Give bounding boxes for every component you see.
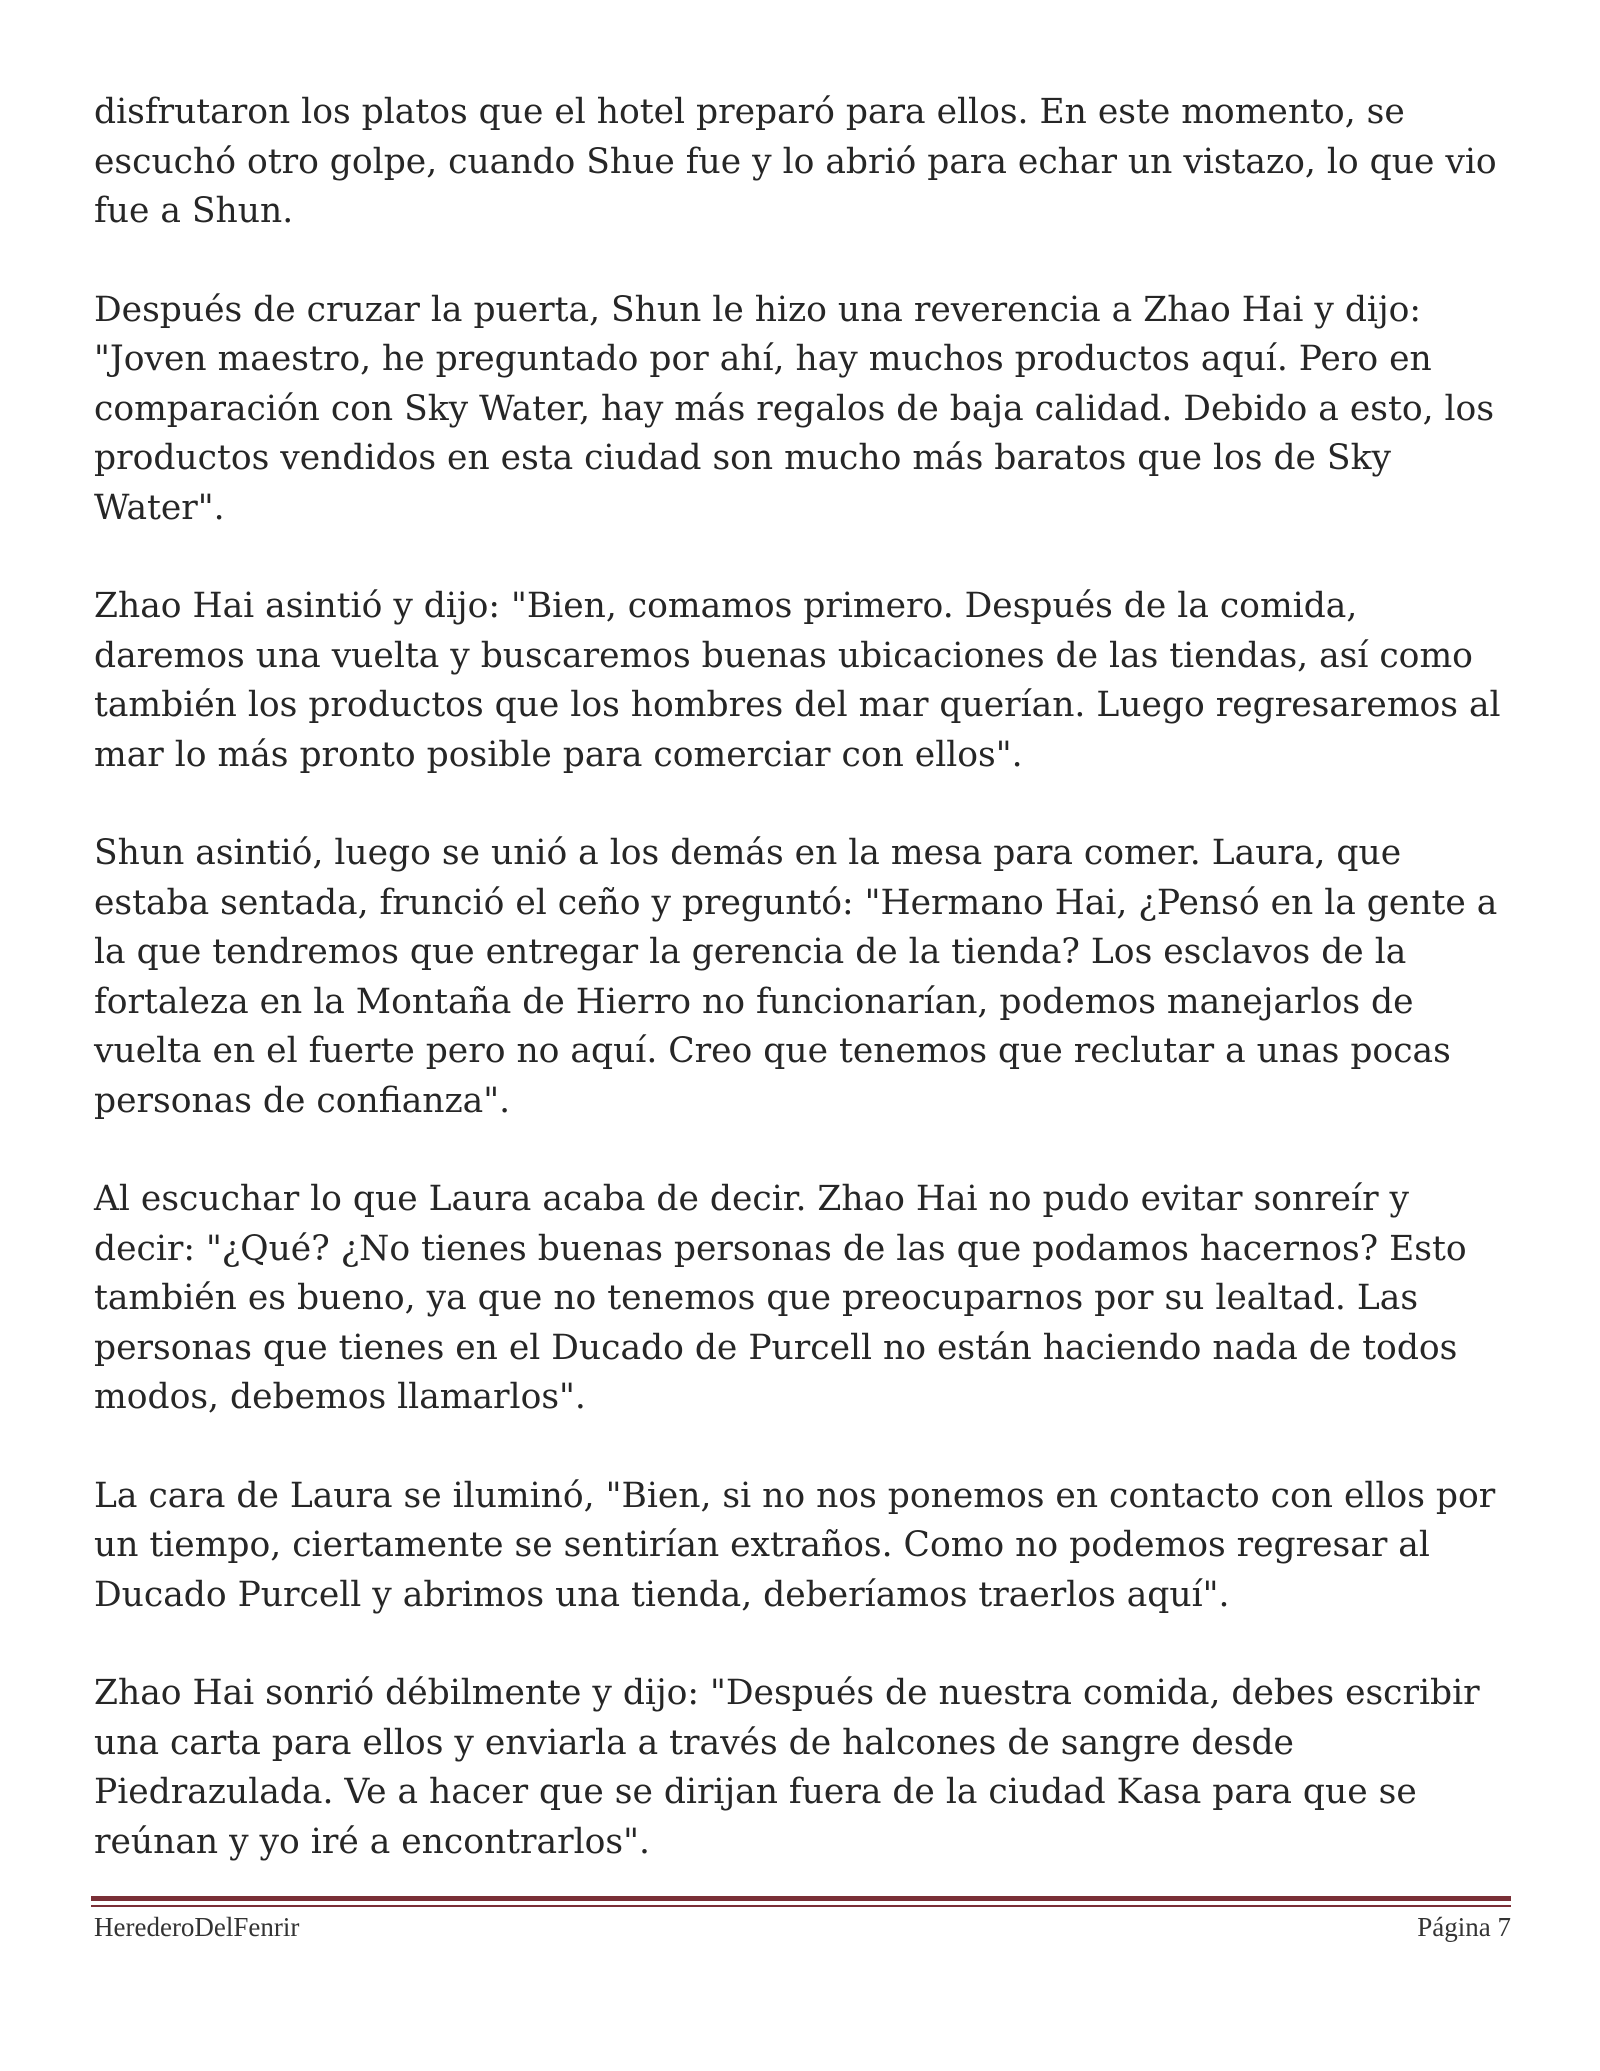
paragraph-1: disfrutaron los platos que el hotel preparó para ellos. En este momento, se escuchó otro golpe, cuando Shue fue y lo abrió para echar un vistazo, lo que vio fue a Shun. [94, 92, 1497, 231]
paragraph-5: Al escuchar lo que Laura acaba de decir. Zhao Hai no pudo evitar sonreír y decir: "¿Qué? ¿No tienes buenas personas de las que podamos hacernos? Esto también es bueno, ya que no tenemos que preocuparnos por su lealtad. Las personas que tienes en el Ducado de Purcell no están haciendo nada de todos modos, debemos llamarlos". [94, 1179, 1467, 1417]
paragraph-4: Shun asintió, luego se unió a los demás en la mesa para comer. Laura, que estaba sentada, frunció el ceño y preguntó: "Hermano Hai, ¿Pensó en la gente a la que tendremos que entregar la gerencia de la tienda? Los esclavos de la fortaleza en la Montaña de Hierro no funcionarían, podemos manejarlos de vuelta en el fuerte pero no aquí. Creo que tenemos que reclutar a unas pocas personas de confianza". [94, 833, 1498, 1121]
footer-author: HerederoDelFenrir [94, 1912, 300, 1942]
paragraph-3: Zhao Hai asintió y dijo: "Bien, comamos primero. Después de la comida, daremos una vuelta y buscaremos buenas ubicaciones de las tiendas, así como también los productos que los hombres del mar querían. Luego regresaremos al mar lo más pronto posible para comerciar con ellos". [94, 586, 1501, 775]
footer-page-number: Página 7 [1417, 1912, 1511, 1942]
page-body [94, 88, 1514, 1916]
paragraph-7: Zhao Hai sonrió débilmente y dijo: "Después de nuestra comida, debes escribir una carta para ellos y enviarla a través de halcones de sangre desde Piedrazulada. Ve a hacer que se dirijan fuera de la ciudad Kasa para que se reúnan y yo iré a encontrarlos". [94, 1673, 1480, 1862]
footer-divider-thick [91, 1896, 1511, 1901]
paragraph-2: Después de cruzar la puerta, Shun le hizo una reverencia a Zhao Hai y dijo: "Joven maestro, he preguntado por ahí, hay muchos productos aquí. Pero en comparación con Sky Water, hay más regalos de baja calidad. Debido a esto, los productos vendidos en esta ciudad son mucho más baratos que los de Sky Water". [94, 289, 1495, 528]
footer-divider-thin [91, 1905, 1511, 1907]
paragraph-6: La cara de Laura se iluminó, "Bien, si no nos ponemos en contacto con ellos por un tiempo, ciertamente se sentirían extraños. Como no podemos regresar al Ducado Purcell y abrimos una tienda, deberíamos traerlos aquí". [94, 1475, 1496, 1615]
